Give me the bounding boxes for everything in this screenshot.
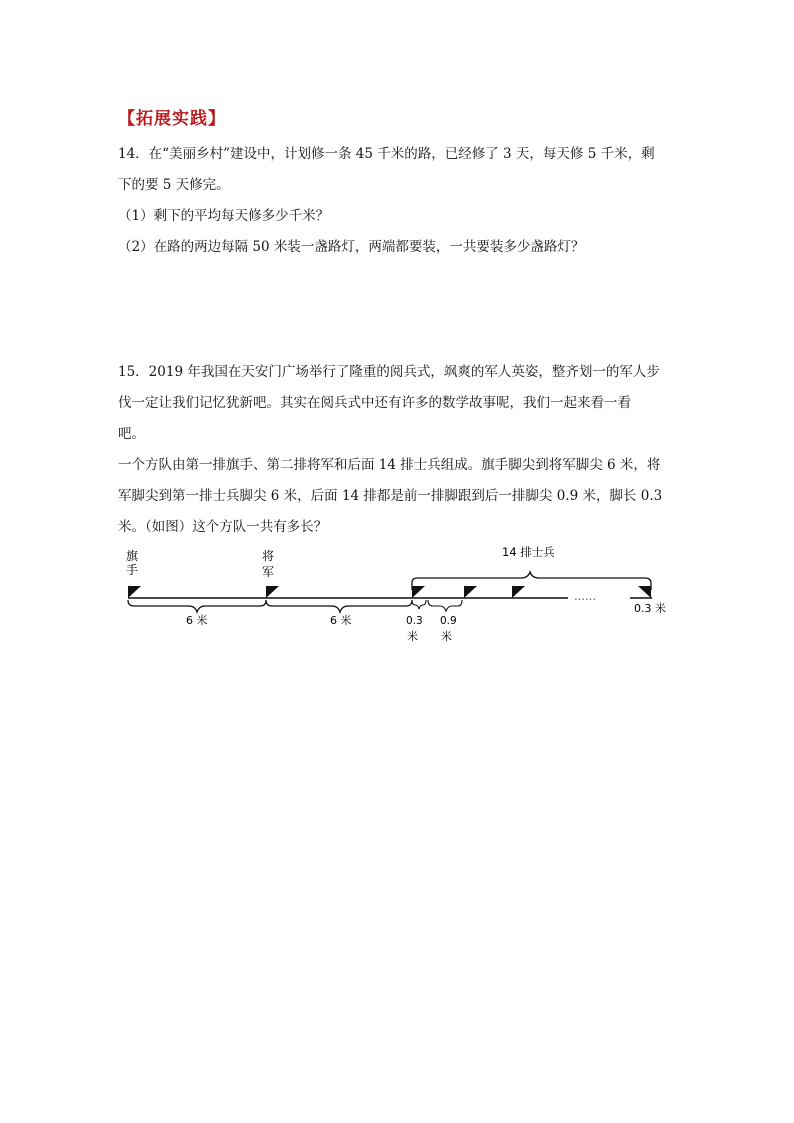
q15-line-1: 15．2019 年我国在天安门广场举行了隆重的阅兵式，飒爽的军人英姿，整齐划一的军人步 xyxy=(118,364,660,380)
q15-line-4: 一个方队由第一排旗手、第二排将军和后面 14 排士兵组成。旗手脚尖到将军脚尖 6 米，将 xyxy=(118,457,661,473)
section-title: 【拓展实践】 xyxy=(118,109,226,129)
brace-6m-2 xyxy=(266,600,412,612)
flag-bearer-label-2: 手 xyxy=(126,563,139,577)
soldier-foot-last xyxy=(638,586,651,598)
foot-length-label-1: 0.3 xyxy=(406,615,423,627)
q15-line-2: 伐一定让我们记忆犹新吧。其实在阅兵式中还有许多的数学故事呢，我们一起来看一看 xyxy=(118,395,631,411)
general-label-1: 将 xyxy=(262,549,275,563)
soldier-foot-3 xyxy=(512,586,525,598)
gap-length-label-2: 米 xyxy=(441,630,452,643)
formation-diagram xyxy=(110,540,690,652)
brace-6m-1 xyxy=(128,600,266,612)
brace-foot-length xyxy=(412,600,426,609)
general-foot xyxy=(266,586,279,598)
end-foot-label: 0.3 米 xyxy=(634,602,666,615)
general-label-2: 军 xyxy=(262,565,275,579)
q15-line-6: 米。（如图）这个方队一共有多长？ xyxy=(118,519,328,535)
distance-label-1: 6 米 xyxy=(186,614,208,627)
flag-bearer-foot xyxy=(128,586,141,598)
soldiers-brace xyxy=(412,572,651,590)
ellipsis: …… xyxy=(574,590,596,603)
flag-bearer-label-1: 旗 xyxy=(126,549,139,563)
q14-subquestion-2: （2）在路的两边每隔 50 米装一盏路灯，两端都要装，一共要装多少盏路灯？ xyxy=(118,239,585,255)
q14-line-2: 下的要 5 天修完。 xyxy=(118,177,230,193)
q15-line-3: 吧。 xyxy=(118,426,145,442)
soldier-foot-1 xyxy=(412,586,425,598)
gap-length-label-1: 0.9 xyxy=(440,615,457,627)
q15-line-5: 军脚尖到第一排士兵脚尖 6 米，后面 14 排都是前一排脚跟到后一排脚尖 0.9 米，脚长 0.3 xyxy=(118,488,663,504)
soldier-foot-2 xyxy=(464,586,477,598)
brace-gap-length xyxy=(428,600,462,611)
q14-subquestion-1: （1）剩下的平均每天修多少千米？ xyxy=(118,208,330,224)
soldiers-label: 14 排士兵 xyxy=(502,545,555,559)
distance-label-2: 6 米 xyxy=(330,614,352,627)
foot-length-label-2: 米 xyxy=(407,630,418,643)
q14-line-1: 14．在“美丽乡村”建设中，计划修一条 45 千米的路，已经修了 3 天，每天修 5 千米，剩 xyxy=(118,146,655,162)
